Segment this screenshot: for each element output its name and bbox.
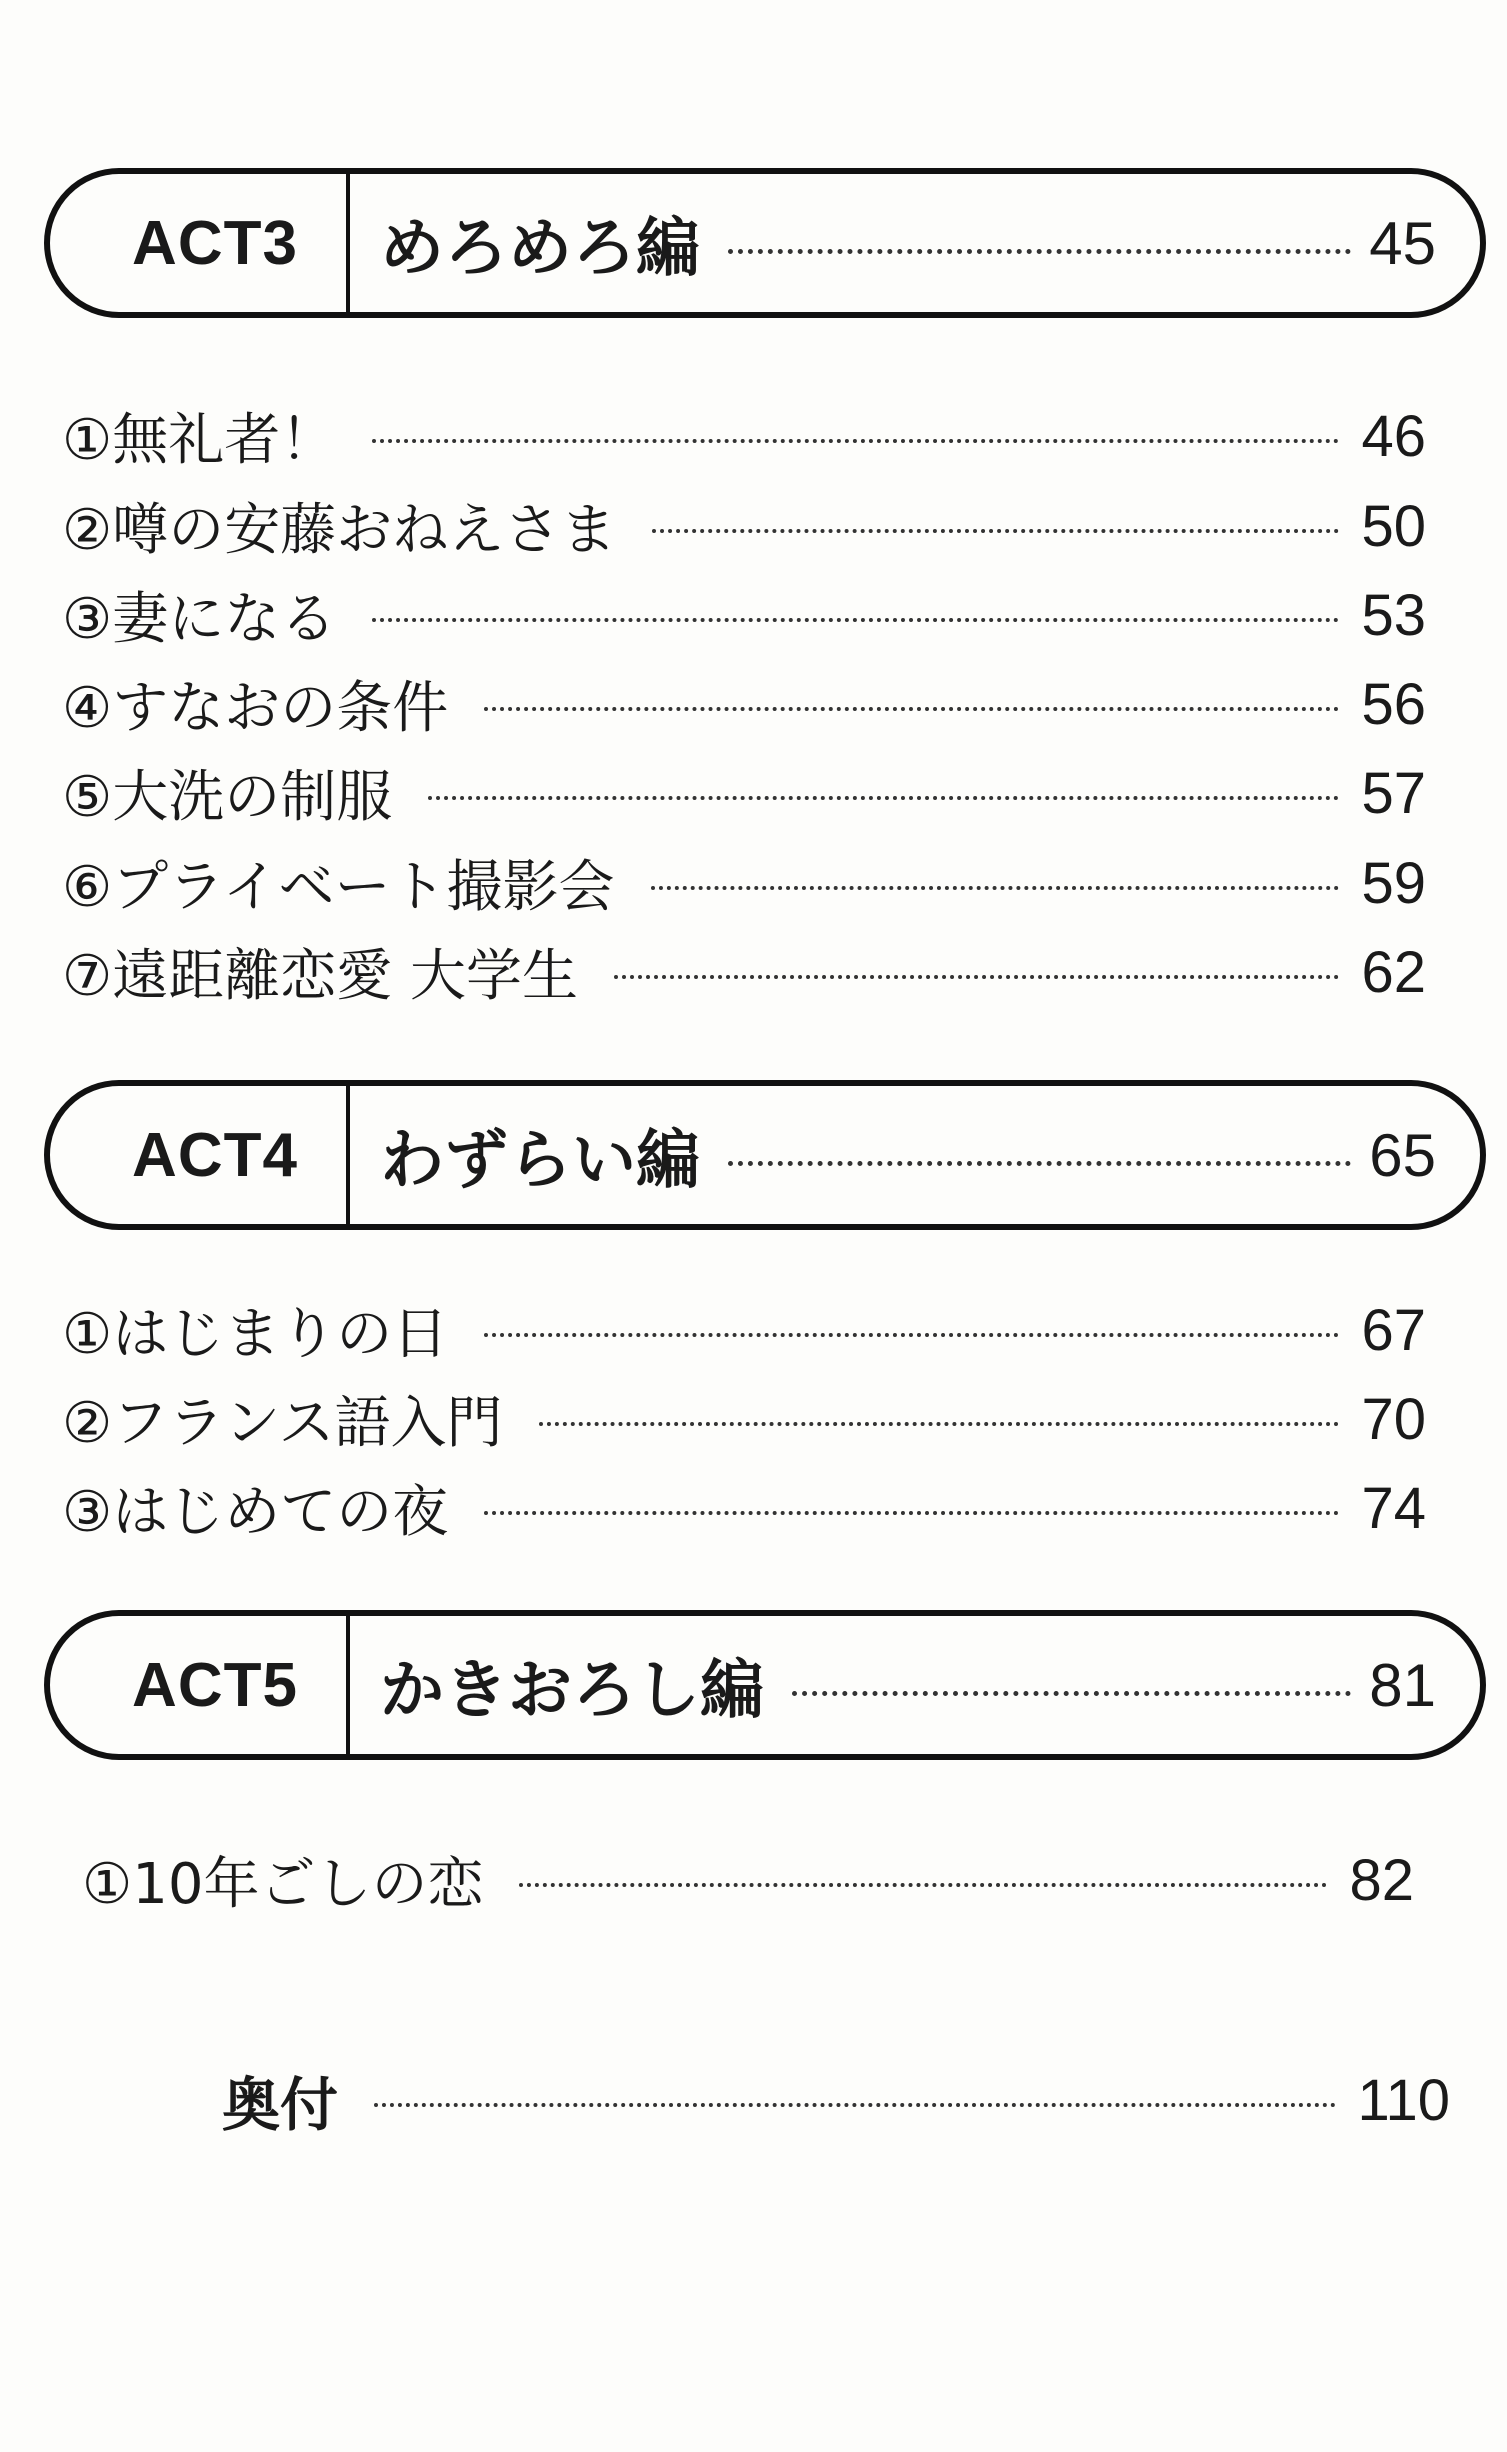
act-label: ACT5	[50, 1616, 350, 1754]
dot-leader	[484, 707, 1339, 711]
entry-title: ⑦遠距離恋愛 大学生	[62, 944, 579, 1009]
entry-title: ①10年ごしの恋	[82, 1852, 484, 1917]
entry-title: ⑤大洗の制服	[62, 765, 393, 830]
dot-leader	[652, 529, 1339, 533]
entry-page-number: 74	[1361, 1475, 1426, 1541]
dot-leader	[614, 975, 1339, 979]
dot-leader	[728, 1161, 1351, 1166]
entry-page-number: 82	[1349, 1847, 1414, 1913]
act-title: かきおろし編	[380, 1654, 764, 1728]
colophon-page-number: 110	[1357, 2067, 1450, 2133]
colophon-title: 奥付	[222, 2071, 339, 2139]
entry-page-number: 46	[1361, 403, 1426, 469]
dot-leader	[519, 1883, 1327, 1887]
entry-title: ③はじめての夜	[62, 1480, 449, 1545]
dot-leader	[651, 886, 1340, 890]
act3-header[interactable]	[44, 168, 1486, 318]
entry-page-number: 57	[1361, 760, 1426, 826]
toc-entry[interactable]	[62, 1379, 1426, 1459]
act-title: わずらい編	[380, 1124, 700, 1198]
act-label: ACT3	[50, 174, 350, 312]
entry-title: ①無礼者！	[62, 408, 337, 473]
entry-page-number: 56	[1361, 671, 1426, 737]
entry-page-number: 67	[1361, 1297, 1426, 1363]
colophon-entry[interactable]	[222, 2060, 1450, 2140]
entry-page-number: 59	[1361, 850, 1426, 916]
act4-header[interactable]	[44, 1080, 1486, 1230]
dot-leader	[728, 249, 1351, 254]
dot-leader	[374, 2103, 1336, 2107]
toc-entry[interactable]	[62, 486, 1426, 566]
dot-leader	[372, 439, 1339, 443]
entry-title: ④すなおの条件	[62, 676, 449, 741]
dot-leader	[372, 618, 1339, 622]
entry-title: ②フランス語入門	[62, 1391, 503, 1456]
toc-entry[interactable]	[62, 843, 1426, 923]
entry-title: ①はじまりの日	[62, 1302, 449, 1367]
act-page-number: 45	[1369, 209, 1436, 277]
dot-leader	[539, 1422, 1340, 1426]
entry-page-number: 53	[1361, 582, 1426, 648]
dot-leader	[428, 796, 1339, 800]
entry-page-number: 62	[1361, 939, 1426, 1005]
act-page-number: 65	[1369, 1121, 1436, 1189]
toc-entry[interactable]	[62, 396, 1426, 476]
entry-page-number: 70	[1361, 1386, 1426, 1452]
toc-entry[interactable]	[62, 575, 1426, 655]
entry-page-number: 50	[1361, 493, 1426, 559]
toc-entry[interactable]	[82, 1840, 1414, 1920]
toc-entry[interactable]	[62, 664, 1426, 744]
entry-title: ②噂の安藤おねえさま	[62, 498, 617, 563]
act5-header[interactable]	[44, 1610, 1486, 1760]
toc-entry[interactable]	[62, 1468, 1426, 1548]
dot-leader	[792, 1691, 1351, 1696]
toc-entry[interactable]	[62, 932, 1426, 1012]
act-page-number: 81	[1369, 1651, 1436, 1719]
act-label: ACT4	[50, 1086, 350, 1224]
entry-title: ③妻になる	[62, 587, 337, 652]
act-title: めろめろ編	[380, 212, 700, 286]
dot-leader	[484, 1333, 1339, 1337]
dot-leader	[484, 1511, 1339, 1515]
toc-entry[interactable]	[62, 753, 1426, 833]
entry-title: ⑥プライベート撮影会	[62, 855, 615, 920]
toc-entry[interactable]	[62, 1290, 1426, 1370]
